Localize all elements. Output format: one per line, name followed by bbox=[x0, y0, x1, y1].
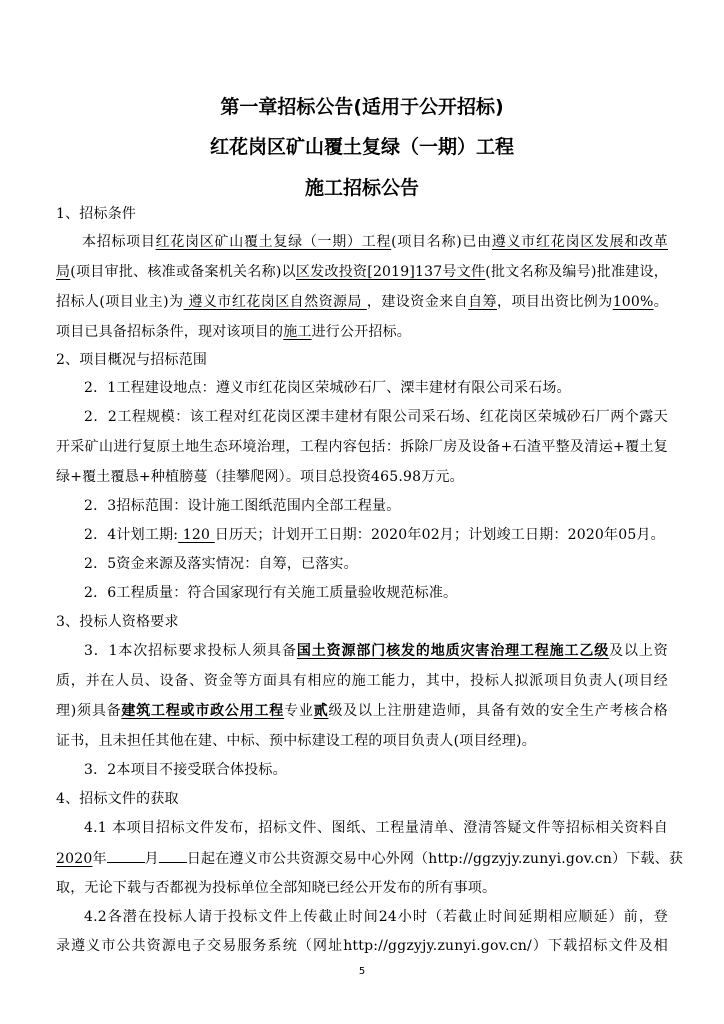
text: 日历天；计划开工日期：2020年02月；计划竣工日期：2020年05月。 bbox=[214, 527, 665, 543]
s2-item-2-3: 2．3招标范围：设计施工图纸范围内全部工程量。 bbox=[84, 498, 401, 514]
text: 。 bbox=[653, 294, 668, 310]
text: 专业 bbox=[284, 703, 314, 719]
text: 2．4计划工期: bbox=[84, 527, 179, 543]
project-title: 红花岗区矿山覆土复绿（一期）工程 bbox=[209, 136, 514, 158]
investment-ratio-field: 100% bbox=[612, 294, 654, 310]
text: 进行公开招标。 bbox=[311, 324, 412, 340]
s2-item-2-2-line-2: 开采矿山进行复原土地生态环境治理，工程内容包括：拆除厂房及设备+石渣平整及清运+覆土复 bbox=[56, 439, 668, 455]
s4-item-4-2-line-2: 录遵义市公共资源电子交易服务系统（网址http://ggzyjy.zunyi.gov.cn/）下载招标文件及相 bbox=[56, 938, 668, 954]
text: 项目已具备招标条件，现对该项目的 bbox=[56, 324, 284, 340]
text: ，建设资金来自 bbox=[366, 294, 469, 310]
chapter-title: 第一章招标公告(适用于公开招标) bbox=[220, 96, 504, 118]
text: 理)须具备 bbox=[56, 703, 122, 719]
text: 日起在遵义市公共资源交易中心外网（http://ggzyjy.zunyi.gov.cn）下载、获 bbox=[186, 851, 684, 867]
text: (项目审批、核准或备案机关名称)以 bbox=[70, 264, 296, 280]
tender-item-field: 施工 bbox=[283, 324, 312, 340]
approval-authority-field-cont: 局 bbox=[56, 264, 71, 280]
s2-item-2-6: 2．6工程质量：符合国家现行有关施工质量验收规范标准。 bbox=[84, 585, 458, 601]
s3-item-3-1-line-2: 质，并在人员、设备、资金等方面具有相应的施工能力，其中，投标人拟派项目负责人(项目经 bbox=[56, 673, 668, 689]
s2-item-2-4 bbox=[84, 525, 668, 545]
s3-item-3-1-line-4: 证书，且未担任其他在建、中标、预中标建设工程的项目负责人(项目经理)。 bbox=[56, 733, 536, 749]
text: 本招标项目 bbox=[82, 234, 156, 250]
specialty-field: 建筑工程或市政公用工程 bbox=[121, 703, 285, 719]
section-2-heading: 2、项目概况与招标范围 bbox=[56, 352, 208, 368]
section-4-heading: 4、招标文件的获取 bbox=[56, 791, 179, 807]
s1-line-4 bbox=[56, 322, 668, 342]
s3-item-3-1-line-1 bbox=[84, 641, 668, 661]
s2-item-2-2-line-3: 绿+覆土覆恳+种植膀蔓（挂攀爬网）。项目总投资465.98万元。 bbox=[56, 469, 464, 485]
s2-item-2-2-line-1: 2．2工程规模：该工程对红花岗区溧丰建材有限公司采石场、红花岗区荣城砂石厂两个露天 bbox=[84, 409, 668, 425]
year-field: 2020 bbox=[56, 851, 93, 867]
duration-field: 120 bbox=[178, 527, 215, 543]
s1-line-2 bbox=[56, 262, 668, 282]
grade-field: 贰 bbox=[313, 703, 329, 719]
s1-line-3 bbox=[56, 292, 668, 312]
text: 及以上资 bbox=[609, 643, 668, 659]
text: (项目名称)已由 bbox=[391, 234, 492, 250]
s2-item-2-5: 2．5资金来源及落实情况：自筹，已落实。 bbox=[84, 556, 358, 572]
s4-item-4-2-line-1: 4.2各潜在投标人请于投标文件上传截止时间24小时（若截止时间延期相应顺延）前，登 bbox=[84, 909, 668, 925]
section-1-heading: 1、招标条件 bbox=[56, 206, 137, 222]
tenderer-field: 遵义市红花岗区自然资源局 bbox=[183, 294, 367, 310]
text: 3．1本次招标要求投标人须具备 bbox=[84, 643, 297, 659]
s3-item-3-1-line-3 bbox=[56, 701, 668, 721]
page-number: 5 bbox=[358, 966, 366, 977]
month-blank bbox=[107, 848, 145, 863]
s4-item-4-1-line-3: 取，无论下载与否都视为投标单位全部知晓已经公开发布的所有事项。 bbox=[56, 880, 497, 896]
s4-item-4-1-line-2 bbox=[56, 848, 684, 869]
approval-authority-field: 遵义市红花岗区发展和改革 bbox=[491, 234, 668, 250]
s4-item-4-1-line-1: 4.1 本项目招标文件发布，招标文件、图纸、工程量清单、澄清答疑文件等招标相关资料自 bbox=[84, 820, 668, 836]
text: 月 bbox=[144, 851, 159, 867]
s3-item-3-2: 3．2本项目不接受联合体投标。 bbox=[84, 762, 287, 778]
fund-source-field: 自筹 bbox=[468, 294, 498, 310]
s2-item-2-1: 2．1工程建设地点：遵义市红花岗区荣城砂石厂、溧丰建材有限公司采石场。 bbox=[84, 380, 571, 396]
text: 招标人(项目业主)为 bbox=[56, 294, 184, 310]
approval-document-field: 区发改投资[2019]137号文件 bbox=[295, 264, 486, 280]
section-3-heading: 3、投标人资格要求 bbox=[56, 614, 179, 630]
text: ，项目出资比例为 bbox=[497, 294, 613, 310]
text: 级及以上注册建造师，具备有效的安全生产考核合格 bbox=[328, 703, 668, 719]
s1-line-1 bbox=[82, 232, 668, 252]
notice-title: 施工招标公告 bbox=[304, 177, 419, 199]
day-blank bbox=[159, 848, 187, 863]
text: 年 bbox=[92, 851, 107, 867]
text: (批文名称及编号)批准建设， bbox=[485, 264, 668, 280]
qualification-field: 国土资源部门核发的地质灾害治理工程施工乙级 bbox=[296, 643, 610, 659]
project-name-field: 红花岗区矿山覆土复绿（一期）工程 bbox=[155, 234, 392, 250]
